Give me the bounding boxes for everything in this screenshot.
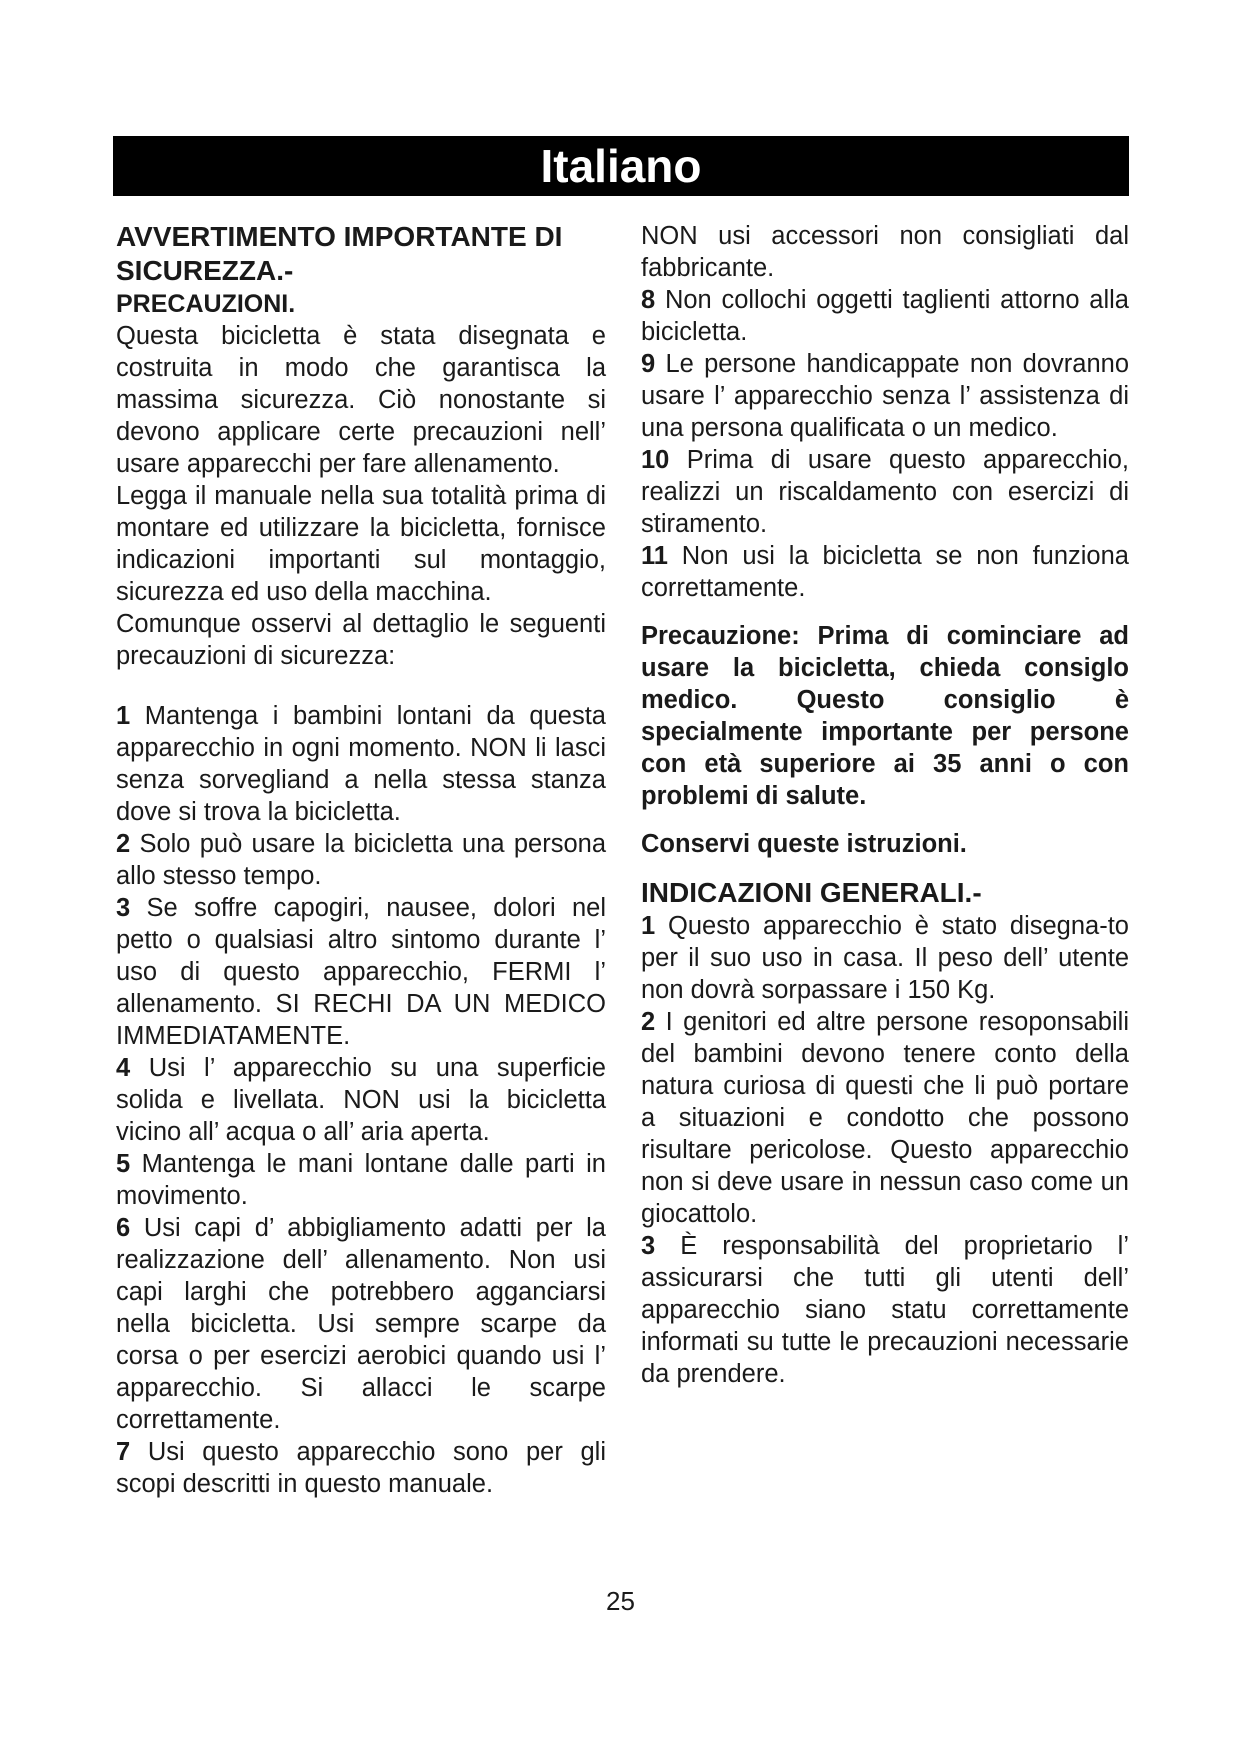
general-item: [641, 1230, 1129, 1390]
item-text: Se soffre capogiri, nausee, dolori nel petto o qualsiasi altro sintomo durante l’ uso di questo apparecchio, FERMI l’ allenamento. SI RECHI DA UN MEDICO IMMEDIATAMENTE.: [116, 894, 606, 1050]
item-number: 4: [116, 1054, 131, 1082]
precaution-item: [116, 700, 606, 828]
general-item: [641, 1006, 1129, 1230]
precaution-item: [116, 1148, 606, 1212]
item-number: 2: [116, 830, 131, 858]
safety-heading: AVVERTIMENTO IMPORTANTE DI SICUREZZA.-: [116, 221, 563, 286]
continued-text: NON usi accessori non consigliati dal fabbricante.: [641, 222, 1129, 282]
language-banner: Italiano: [113, 136, 1129, 196]
precaution-item: [116, 1052, 606, 1148]
item-text: Le persone handicappate non dovranno usare l’ apparecchio senza l’ assistenza di una persona qualificata o un medico.: [641, 350, 1129, 442]
precaution-item: [641, 540, 1129, 604]
item-text: Usi questo apparecchio sono per gli scopi descritti in questo manuale.: [116, 1438, 606, 1498]
item-number: 1: [641, 912, 656, 940]
item-number: 6: [116, 1214, 131, 1242]
item-number: 7: [116, 1438, 131, 1466]
intro-paragraph-2: Legga il manuale nella sua totalità prima di montare ed utilizzare la bicicletta, fornisce indicazioni importanti sul montaggio, sicurezza ed uso della macchina.: [116, 482, 606, 606]
medical-caution: Precauzione: Prima di cominciare ad usare la bicicletta, chieda consiglo medico. Questo consiglio è specialmente importante per persone con età superiore ai 35 anni o con problemi di salute.: [641, 622, 1129, 810]
item-number: 10: [641, 446, 670, 474]
item-number: 11: [641, 542, 668, 570]
item-text: Usi l’ apparecchio su una superficie solida e livellata. NON usi la bicicletta vicino all’ acqua o all’ aria aperta.: [116, 1054, 606, 1146]
item-text: È responsabilità del proprietario l’ assicurarsi che tutti gli utenti dell’ apparecchio siano statu correttamente informati su tutte le precauzioni necessarie da prendere.: [641, 1232, 1129, 1388]
item-number: 5: [116, 1150, 131, 1178]
precaution-item: [116, 828, 606, 892]
page-number: 25: [606, 1586, 635, 1616]
item-number: 9: [641, 350, 656, 378]
item-text: Solo può usare la bicicletta una persona allo stesso tempo.: [116, 830, 606, 890]
precaution-item: [641, 444, 1129, 540]
item-text: Mantenga i bambini lontani da questa apparecchio in ogni momento. NON li lasci senza sorvegliand a nella stessa stanza dove si trova la bicicletta.: [116, 702, 606, 826]
precaution-item: [641, 348, 1129, 444]
keep-instructions: Conservi queste istruzioni.: [641, 830, 967, 858]
item-number: 8: [641, 286, 656, 314]
item-number: 3: [641, 1232, 656, 1260]
left-column: [116, 220, 606, 1500]
item-text: Prima di usare questo apparecchio, realizzi un riscaldamento con esercizi di stiramento.: [641, 446, 1130, 538]
intro-paragraph-3: Comunque osservi al dettaglio le seguenti precauzioni di sicurezza:: [116, 610, 606, 670]
right-column: [641, 220, 1129, 1390]
item-text: Non usi la bicicletta se non funziona correttamente.: [641, 542, 1129, 602]
item-text: Usi capi d’ abbigliamento adatti per la realizzazione dell’ allenamento. Non usi capi larghi che potrebbero agganciarsi nella bicicletta. Usi sempre scarpe da corsa o per esercizi aerobici quando usi l’ apparecchio. Si allacci le scarpe correttamente.: [116, 1214, 606, 1434]
item-number: 2: [641, 1008, 656, 1036]
general-item: [641, 910, 1129, 1006]
precaution-item: [641, 284, 1129, 348]
item-number: 1: [116, 702, 131, 730]
item-number: 3: [116, 894, 131, 922]
item-text: Questo apparecchio è stato disegna-to per il suo uso in casa. Il peso dell’ utente non dovrà sorpassare i 150 Kg.: [641, 912, 1129, 1004]
precautions-subheading: PRECAUZIONI.: [116, 290, 296, 318]
precaution-item: [116, 892, 606, 1052]
precaution-item: [116, 1212, 606, 1436]
intro-paragraph-1: Questa bicicletta è stata disegnata e costruita in modo che garantisca la massima sicurezza. Ciò nonostante si devono applicare certe precauzioni nell’ usare apparecchi per fare allenamento.: [116, 322, 606, 478]
item-text: I genitori ed altre persone resoponsabili del bambini devono tenere conto della natura curiosa di questi che li può portare a situazioni e condotto che possono risultare pericolose. Questo apparecchio non si deve usare in nessun caso come un giocattolo.: [641, 1008, 1129, 1228]
general-heading: INDICAZIONI GENERALI.-: [641, 877, 982, 908]
item-text: Mantenga le mani lontane dalle parti in movimento.: [116, 1150, 606, 1210]
precaution-item: [116, 1436, 606, 1500]
item-text: Non collochi oggetti taglienti attorno alla bicicletta.: [641, 286, 1129, 346]
